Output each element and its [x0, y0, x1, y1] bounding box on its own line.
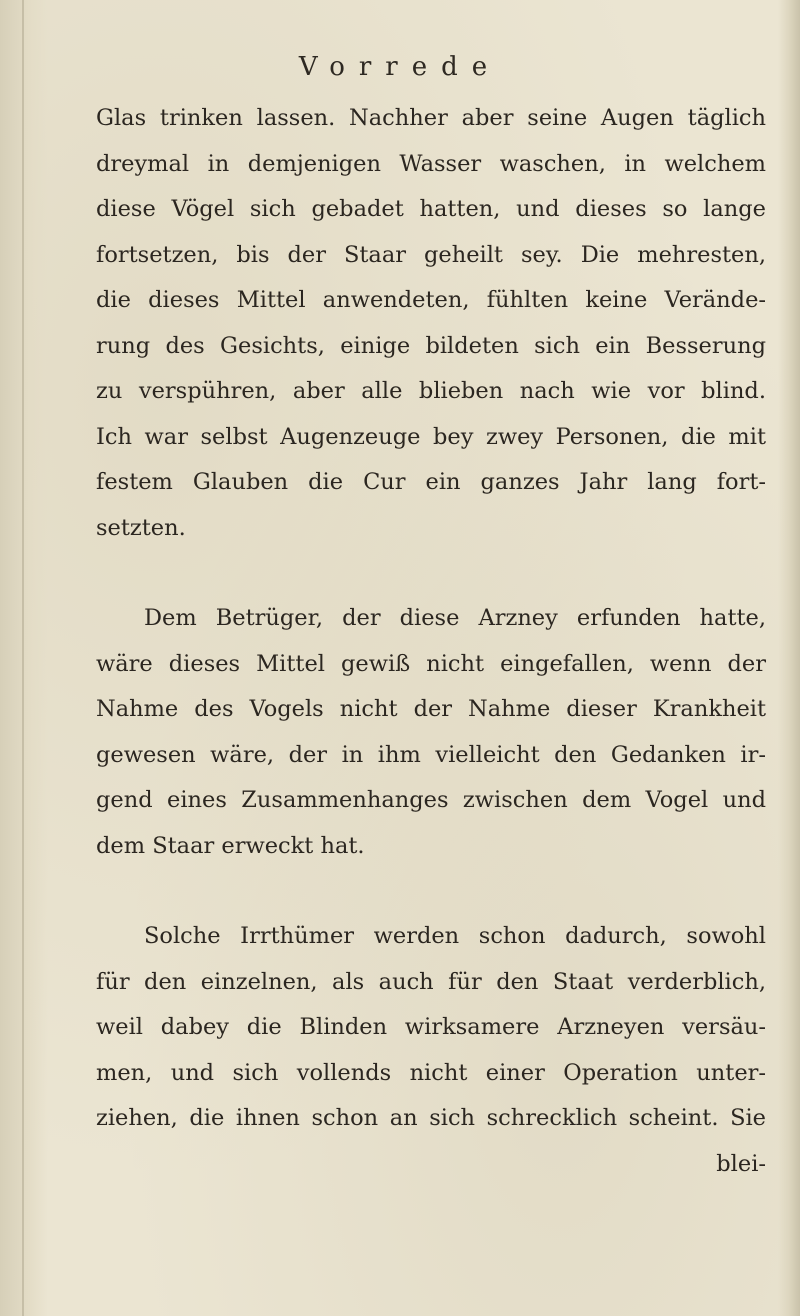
- catchword: blei-: [716, 1150, 766, 1177]
- text-line: ziehen, die ihnen schon an sich schrecklich scheint. Sie: [96, 1105, 766, 1131]
- text-line: diese Vögel sich gebadet hatten, und dieses so lange: [96, 196, 766, 222]
- text-line: setzten.: [96, 514, 186, 541]
- text-line: Nahme des Vogels nicht der Nahme dieser Krankheit: [96, 696, 766, 722]
- text-line: dem Staar erweckt hat.: [96, 832, 365, 859]
- text-line: dreymal in demjenigen Wasser waschen, in welchem: [96, 150, 766, 177]
- text-line: Ich war selbst Augenzeuge bey zwey Personen, die mit: [96, 423, 766, 450]
- page-outer-edge: [778, 0, 800, 1316]
- page-binding-edge: [0, 0, 48, 1316]
- text-line: Dem Betrüger, der diese Arzney erfunden hatte,: [144, 605, 766, 631]
- text-line: zu verspühren, aber alle blieben nach wie vor blind.: [96, 378, 766, 404]
- text-line: festem Glauben die Cur ein ganzes Jahr lang fort-: [96, 469, 766, 495]
- body-text: [96, 96, 766, 1187]
- text-line: gewesen wäre, der in ihm vielleicht den Gedanken ir-: [96, 741, 766, 768]
- text-line: men, und sich vollends nicht einer Operation unter-: [96, 1059, 766, 1086]
- text-line: weil dabey die Blinden wirksamere Arzneyen versäu-: [96, 1014, 766, 1040]
- text-line: Glas trinken lassen. Nachher aber seine Augen täglich: [96, 105, 766, 131]
- text-line: gend eines Zusammenhanges zwischen dem Vogel und: [96, 787, 766, 813]
- paragraph-gap: [96, 551, 766, 596]
- text-line: wäre dieses Mittel gewiß nicht eingefallen, wenn der: [96, 650, 766, 677]
- text-line: die dieses Mittel anwendeten, fühlten keine Verände-: [96, 287, 766, 313]
- paragraph-gap: [96, 869, 766, 914]
- running-head: Vorrede: [298, 52, 502, 82]
- text-line: für den einzelnen, als auch für den Staat verderblich,: [96, 968, 766, 995]
- text-line: Solche Irrthümer werden schon dadurch, sowohl: [144, 923, 766, 949]
- text-line: rung des Gesichts, einige bildeten sich ein Besserung: [96, 332, 766, 359]
- text-line: fortsetzen, bis der Staar geheilt sey. Die mehresten,: [96, 241, 766, 268]
